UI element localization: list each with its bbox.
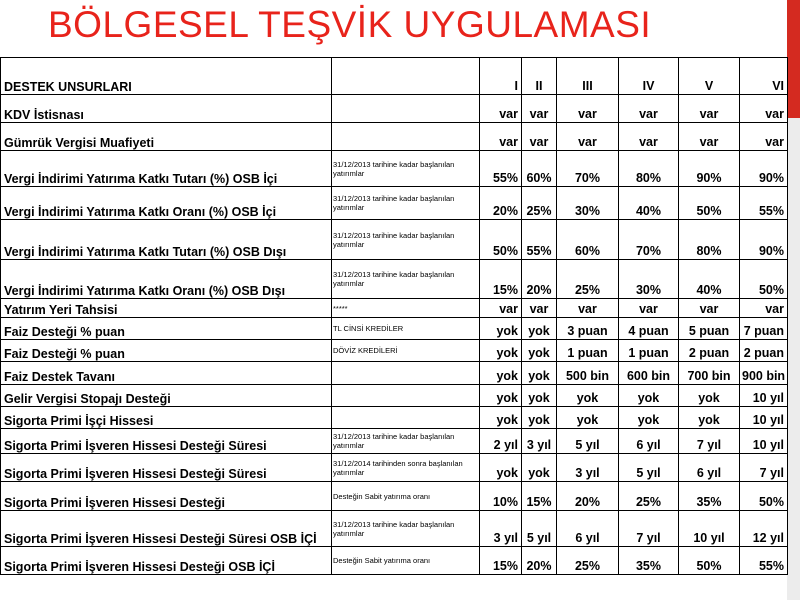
region-value: 500 bin [557, 362, 619, 385]
region-value: 10 yıl [740, 429, 788, 454]
row-note [332, 385, 480, 407]
table-row [1, 318, 788, 340]
region-value: var [679, 299, 740, 318]
region-value: yok [522, 340, 557, 362]
region-header: II [522, 58, 557, 95]
region-value: 15% [522, 482, 557, 511]
incentive-table [0, 57, 788, 575]
table-row [1, 220, 788, 260]
row-label: Gümrük Vergisi Muafiyeti [1, 123, 332, 151]
row-label: Faiz Desteği % puan [1, 340, 332, 362]
region-value: var [557, 95, 619, 123]
region-value: 50% [740, 482, 788, 511]
region-value: 35% [679, 482, 740, 511]
region-value: 20% [522, 260, 557, 299]
table-row [1, 260, 788, 299]
table-row [1, 407, 788, 429]
region-value: 50% [480, 220, 522, 260]
row-note: Desteğin Sabit yatırıma oranı [332, 482, 480, 511]
row-note: 31/12/2013 tarihine kadar başlanılan yatırımlar [332, 511, 480, 547]
region-value: 55% [740, 187, 788, 220]
region-value: 50% [679, 547, 740, 575]
region-value: yok [557, 407, 619, 429]
row-note: Desteğin Sabit yatırıma oranı [332, 547, 480, 575]
region-value: 30% [619, 260, 679, 299]
accent-bar-gray [787, 118, 800, 600]
table-row [1, 429, 788, 454]
region-value: 25% [619, 482, 679, 511]
region-value: yok [522, 407, 557, 429]
region-value: var [679, 123, 740, 151]
region-value: 5 yıl [557, 429, 619, 454]
region-value: yok [522, 362, 557, 385]
region-value: var [480, 95, 522, 123]
table-row [1, 187, 788, 220]
region-value: 3 yıl [480, 511, 522, 547]
row-note: 31/12/2013 tarihine kadar başlanılan yatırımlar [332, 429, 480, 454]
region-value: 7 puan [740, 318, 788, 340]
region-value: 10 yıl [740, 407, 788, 429]
region-value: yok [557, 385, 619, 407]
region-value: var [480, 123, 522, 151]
row-label: Vergi İndirimi Yatırıma Katkı Tutarı (%) OSB Dışı [1, 220, 332, 260]
region-value: 80% [619, 151, 679, 187]
region-value: 70% [619, 220, 679, 260]
row-label: Sigorta Primi İşveren Hissesi Desteği Süresi [1, 429, 332, 454]
region-value: 7 yıl [740, 454, 788, 482]
region-value: yok [480, 454, 522, 482]
region-value: yok [480, 362, 522, 385]
region-value: 3 yıl [522, 429, 557, 454]
region-value: var [522, 299, 557, 318]
region-value: 60% [557, 220, 619, 260]
region-value: 600 bin [619, 362, 679, 385]
region-value: 55% [740, 547, 788, 575]
region-value: 10 yıl [740, 385, 788, 407]
region-value: 55% [522, 220, 557, 260]
header-label: DESTEK UNSURLARI [1, 58, 332, 95]
region-value: yok [522, 318, 557, 340]
region-value: 700 bin [679, 362, 740, 385]
row-note: 31/12/2013 tarihine kadar başlanılan yatırımlar [332, 220, 480, 260]
region-value: 20% [480, 187, 522, 220]
row-label: Vergi İndirimi Yatırıma Katkı Tutarı (%) OSB İçi [1, 151, 332, 187]
region-value: 50% [679, 187, 740, 220]
region-value: 6 yıl [557, 511, 619, 547]
region-value: 90% [740, 220, 788, 260]
region-value: var [619, 299, 679, 318]
region-value: var [740, 95, 788, 123]
page-title: BÖLGESEL TEŞVİK UYGULAMASI [48, 4, 652, 45]
region-value: var [740, 299, 788, 318]
row-note: DÖVİZ KREDİLERİ [332, 340, 480, 362]
region-value: 50% [740, 260, 788, 299]
region-header: III [557, 58, 619, 95]
row-label: KDV İstisnası [1, 95, 332, 123]
region-header: VI [740, 58, 788, 95]
header-note [332, 58, 480, 95]
region-value: 6 yıl [679, 454, 740, 482]
region-value: 20% [557, 482, 619, 511]
row-label: Faiz Destek Tavanı [1, 362, 332, 385]
table-row [1, 340, 788, 362]
region-header: V [679, 58, 740, 95]
region-value: 25% [522, 187, 557, 220]
region-value: var [740, 123, 788, 151]
region-value: 5 yıl [619, 454, 679, 482]
row-note [332, 123, 480, 151]
region-value: 1 puan [557, 340, 619, 362]
region-value: yok [480, 407, 522, 429]
table-row [1, 547, 788, 575]
region-value: 900 bin [740, 362, 788, 385]
region-header: I [480, 58, 522, 95]
row-label: Vergi İndirimi Yatırıma Katkı Oranı (%) OSB Dışı [1, 260, 332, 299]
region-value: 2 yıl [480, 429, 522, 454]
region-value: 30% [557, 187, 619, 220]
accent-bar-red [787, 0, 800, 118]
row-label: Sigorta Primi İşveren Hissesi Desteği OSB İÇİ [1, 547, 332, 575]
row-label: Sigorta Primi İşveren Hissesi Desteği Süresi [1, 454, 332, 482]
region-value: 2 puan [679, 340, 740, 362]
row-label: Gelir Vergisi Stopajı Desteği [1, 385, 332, 407]
region-value: 70% [557, 151, 619, 187]
row-label: Sigorta Primi İşveren Hissesi Desteği Süresi OSB İÇİ [1, 511, 332, 547]
row-note: ***** [332, 299, 480, 318]
row-note: TL CİNSİ KREDİLER [332, 318, 480, 340]
table-row [1, 454, 788, 482]
region-value: 7 yıl [679, 429, 740, 454]
region-value: yok [480, 340, 522, 362]
row-label: Sigorta Primi İşçi Hissesi [1, 407, 332, 429]
region-value: yok [522, 454, 557, 482]
region-value: 10% [480, 482, 522, 511]
region-value: 90% [740, 151, 788, 187]
region-value: 10 yıl [679, 511, 740, 547]
region-value: var [679, 95, 740, 123]
region-header: IV [619, 58, 679, 95]
table-row [1, 95, 788, 123]
region-value: 1 puan [619, 340, 679, 362]
row-label: Faiz Desteği % puan [1, 318, 332, 340]
row-note [332, 407, 480, 429]
region-value: 15% [480, 260, 522, 299]
row-note [332, 362, 480, 385]
region-value: 4 puan [619, 318, 679, 340]
table-header-row [1, 58, 788, 95]
row-note: 31/12/2013 tarihine kadar başlanılan yatırımlar [332, 260, 480, 299]
region-value: 12 yıl [740, 511, 788, 547]
table-row [1, 511, 788, 547]
region-value: 15% [480, 547, 522, 575]
region-value: yok [679, 385, 740, 407]
region-value: 55% [480, 151, 522, 187]
region-value: 60% [522, 151, 557, 187]
region-value: 35% [619, 547, 679, 575]
region-value: 7 yıl [619, 511, 679, 547]
row-label: Vergi İndirimi Yatırıma Katkı Oranı (%) OSB İçi [1, 187, 332, 220]
table-row [1, 151, 788, 187]
region-value: yok [522, 385, 557, 407]
row-note [332, 95, 480, 123]
region-value: 40% [679, 260, 740, 299]
table-row [1, 482, 788, 511]
region-value: 90% [679, 151, 740, 187]
region-value: var [619, 95, 679, 123]
region-value: 3 yıl [557, 454, 619, 482]
region-value: yok [619, 407, 679, 429]
region-value: var [557, 123, 619, 151]
region-value: var [557, 299, 619, 318]
row-note: 31/12/2013 tarihine kadar başlanılan yatırımlar [332, 151, 480, 187]
region-value: 5 puan [679, 318, 740, 340]
row-note: 31/12/2013 tarihine kadar başlanılan yatırımlar [332, 187, 480, 220]
row-label: Sigorta Primi İşveren Hissesi Desteği [1, 482, 332, 511]
table-row [1, 385, 788, 407]
table-row [1, 299, 788, 318]
table-row [1, 362, 788, 385]
region-value: 25% [557, 260, 619, 299]
region-value: 2 puan [740, 340, 788, 362]
row-label: Yatırım Yeri Tahsisi [1, 299, 332, 318]
region-value: 25% [557, 547, 619, 575]
region-value: yok [480, 385, 522, 407]
region-value: yok [480, 318, 522, 340]
region-value: 6 yıl [619, 429, 679, 454]
region-value: var [522, 123, 557, 151]
region-value: 5 yıl [522, 511, 557, 547]
table-row [1, 123, 788, 151]
region-value: 3 puan [557, 318, 619, 340]
region-value: 20% [522, 547, 557, 575]
row-note: 31/12/2014 tarihinden sonra başlanılan yatırımlar [332, 454, 480, 482]
region-value: yok [679, 407, 740, 429]
region-value: var [480, 299, 522, 318]
region-value: var [619, 123, 679, 151]
region-value: var [522, 95, 557, 123]
region-value: 40% [619, 187, 679, 220]
region-value: 80% [679, 220, 740, 260]
region-value: yok [619, 385, 679, 407]
